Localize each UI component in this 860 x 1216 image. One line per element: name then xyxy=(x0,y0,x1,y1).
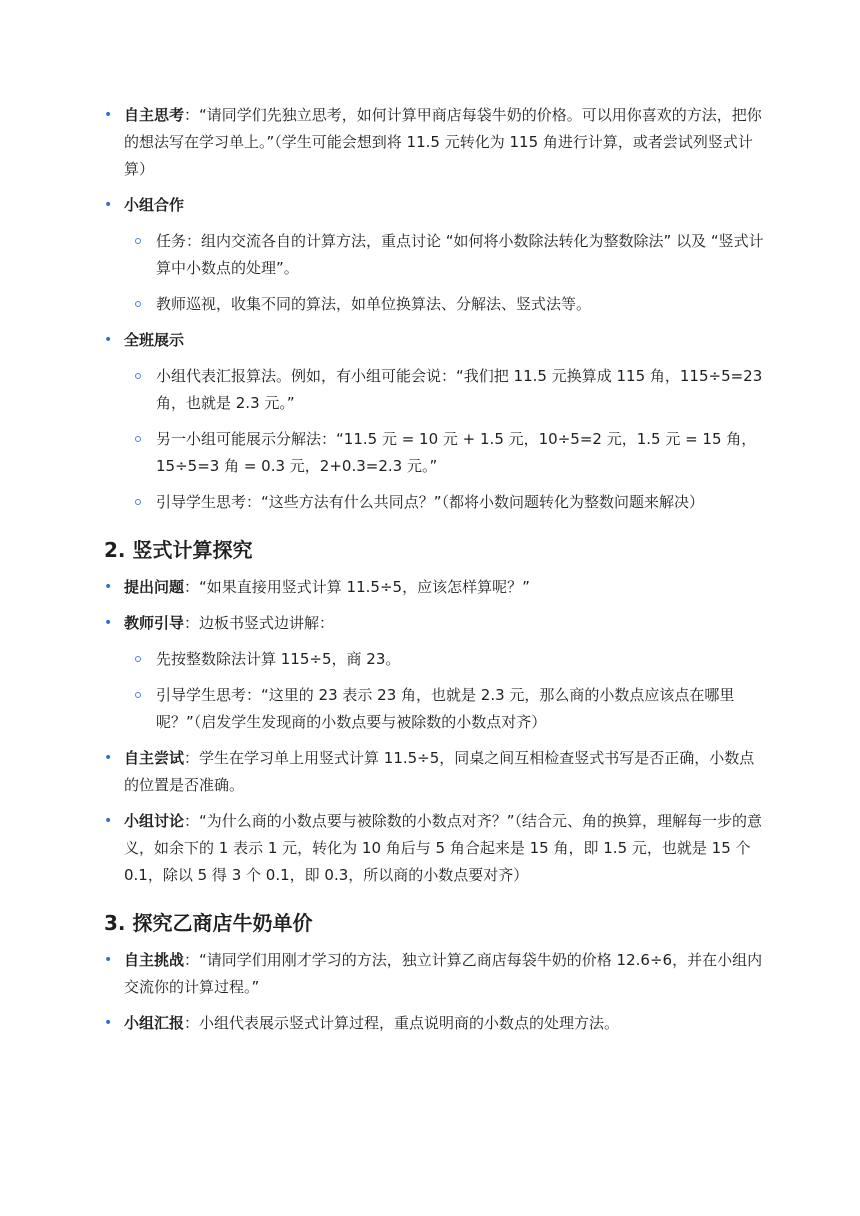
sub-item-text: 引导学生思考：“这些方法有什么共同点？”（都将小数问题转化为整数问题来解决） xyxy=(156,493,705,511)
item-label: 全班展示 xyxy=(124,331,185,349)
item-text: ：“请同学们先独立思考，如何计算甲商店每袋牛奶的价格。可以用你喜欢的方法，把你的想法写在学习单上。”（学生可能会想到将 11.5 元转化为 115 角进行计算，或者尝试列竖式计算） xyxy=(124,106,762,178)
bullet-dot: • xyxy=(104,750,113,766)
sub-item-integer-division xyxy=(104,646,764,673)
bullet-circle xyxy=(135,499,141,505)
sub-item-text: 先按整数除法计算 115÷5，商 23。 xyxy=(156,650,401,668)
list-item-teacher-guidance xyxy=(104,610,764,637)
bullet-dot: • xyxy=(104,197,113,213)
bullet-dot: • xyxy=(104,615,113,631)
sub-item-decomposition xyxy=(104,426,764,480)
list-item-raise-question xyxy=(104,574,764,601)
list-item-group-discussion xyxy=(104,808,764,889)
item-label: 自主挑战 xyxy=(124,951,185,969)
list-item-group-report xyxy=(104,1010,764,1037)
section-heading-vertical-calculation: 2. 竖式计算探究 xyxy=(104,538,253,562)
item-text: ：“请同学们用刚才学习的方法，独立计算乙商店每袋牛奶的价格 12.6÷6，并在小组内交流你的计算过程。” xyxy=(124,951,763,996)
item-text: ：边板书竖式边讲解： xyxy=(184,614,335,632)
bullet-circle xyxy=(135,436,141,442)
list-item-group-cooperation xyxy=(104,192,764,219)
list-item-class-presentation xyxy=(104,327,764,354)
bullet-circle xyxy=(135,656,141,662)
bullet-dot: • xyxy=(104,332,113,348)
bullet-circle xyxy=(135,301,141,307)
item-label: 提出问题 xyxy=(124,578,185,596)
sub-item-text: 另一小组可能展示分解法：“11.5 元 = 10 元 + 1.5 元，10÷5=2 元，1.5 元 = 15 角，15÷5=3 角 = 0.3 元，2+0.3=2.3 元。” xyxy=(156,430,757,475)
list-item-self-challenge xyxy=(104,947,764,1001)
bullet-circle xyxy=(135,692,141,698)
sub-item-group-report xyxy=(104,363,764,417)
bullet-dot: • xyxy=(104,1015,113,1031)
item-label: 自主尝试 xyxy=(124,749,185,767)
item-text: ：“如果直接用竖式计算 11.5÷5，应该怎样算呢？” xyxy=(184,578,530,596)
item-label: 教师引导 xyxy=(124,614,185,632)
item-label: 小组合作 xyxy=(124,196,185,214)
item-text: ：小组代表展示竖式计算过程，重点说明商的小数点的处理方法。 xyxy=(184,1014,620,1032)
bullet-dot: • xyxy=(104,107,113,123)
item-text: ：“为什么商的小数点要与被除数的小数点对齐？”（结合元、角的换算，理解每一步的意义，如余下的 1 表示 1 元，转化为 10 角后与 5 角合起来是 15 角，即 1.5 元，也就是 15 个 0.1，除以 5 得 3 个 0.1，即 0.3，所以商的小数点要对齐） xyxy=(124,812,763,884)
section-heading-shop-b-price: 3. 探究乙商店牛奶单价 xyxy=(104,911,313,935)
sub-item-text: 任务：组内交流各自的计算方法，重点讨论 “如何将小数除法转化为整数除法” 以及 “竖式计算中小数点的处理”。 xyxy=(156,232,764,277)
sub-item-guide-thinking xyxy=(104,489,764,516)
sub-item-teacher-patrol xyxy=(104,291,764,318)
bullet-circle xyxy=(135,373,141,379)
document-content xyxy=(104,102,764,1046)
item-label: 小组汇报 xyxy=(124,1014,185,1032)
list-item-independent-thinking xyxy=(104,102,764,183)
item-text: ：学生在学习单上用竖式计算 11.5÷5，同桌之间互相检查竖式书写是否正确，小数点的位置是否准确。 xyxy=(124,749,755,794)
item-label: 小组讨论 xyxy=(124,812,185,830)
bullet-dot: • xyxy=(104,579,113,595)
sub-item-task xyxy=(104,228,764,282)
sub-item-text: 引导学生思考：“这里的 23 表示 23 角，也就是 2.3 元，那么商的小数点应该点在哪里呢？”（启发学生发现商的小数点要与被除数的小数点对齐） xyxy=(156,686,735,731)
bullet-dot: • xyxy=(104,813,113,829)
sub-item-text: 教师巡视，收集不同的算法，如单位换算法、分解法、竖式法等。 xyxy=(156,295,592,313)
sub-item-decimal-point xyxy=(104,682,764,736)
item-label: 自主思考 xyxy=(124,106,185,124)
sub-item-text: 小组代表汇报算法。例如，有小组可能会说：“我们把 11.5 元换算成 115 角，115÷5=23 角，也就是 2.3 元。” xyxy=(156,367,763,412)
bullet-circle xyxy=(135,238,141,244)
list-item-self-attempt xyxy=(104,745,764,799)
bullet-dot: • xyxy=(104,952,113,968)
